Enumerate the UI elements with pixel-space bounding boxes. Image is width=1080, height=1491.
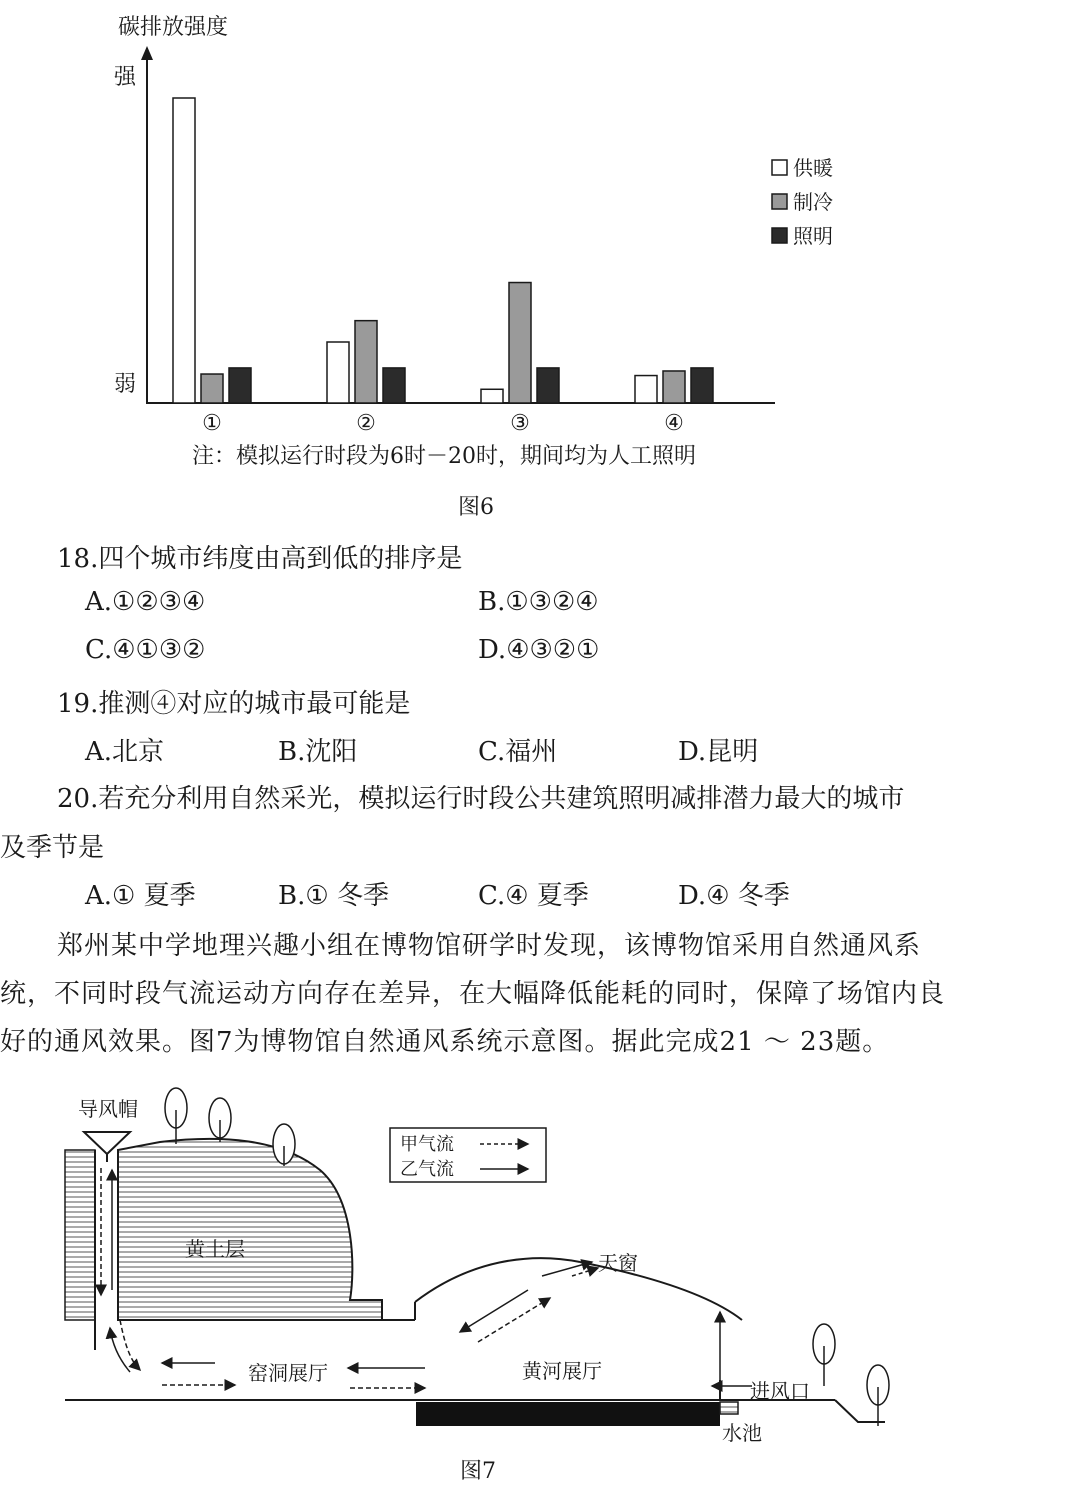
bar-heating-1 <box>173 98 195 403</box>
tree-icon <box>209 1098 231 1142</box>
question-19-number: 19. <box>57 689 99 719</box>
yellow-river-hall-label: 黄河展厅 <box>522 1359 602 1383</box>
x-tick-label: ① <box>202 411 222 436</box>
option-label: B. <box>278 737 306 767</box>
bar-cooling-3 <box>509 283 531 403</box>
question-19-option-c <box>478 731 557 768</box>
bar-cooling-1 <box>201 374 223 403</box>
air-inlet-label: 进风口 <box>750 1379 810 1403</box>
flow-b-skylight <box>542 1262 592 1276</box>
option-text: ④③②① <box>506 635 600 665</box>
question-19-text: 推测④对应的城市最可能是 <box>98 689 411 719</box>
option-text: 昆明 <box>706 737 759 767</box>
option-text: 沈阳 <box>305 737 358 767</box>
chart-note: 注：模拟运行时段为6时－20时，期间均为人工照明 <box>192 444 696 469</box>
option-label: C. <box>85 635 113 665</box>
question-20-text-line1: 若充分利用自然采光，模拟运行时段公共建筑照明减排潜力最大的城市 <box>98 784 905 814</box>
option-text: ④ 夏季 <box>505 881 589 911</box>
skylight-label: 天窗 <box>598 1251 638 1275</box>
question-20-number: 20. <box>57 784 99 814</box>
tree-icon <box>867 1365 889 1426</box>
question-18-option-a <box>85 587 205 617</box>
question-18-stem <box>57 538 462 575</box>
legend-flow-b-label: 乙气流 <box>400 1159 454 1180</box>
x-tick-label: ② <box>356 411 376 436</box>
option-text: ① 夏季 <box>112 881 196 911</box>
option-text: ① 冬季 <box>305 881 389 911</box>
flow-b-roof <box>460 1290 528 1332</box>
flow-a-roof <box>478 1298 550 1342</box>
question-20-option-a <box>85 875 196 912</box>
question-20-stem-line1 <box>57 778 904 815</box>
legend-label-heating: 供暖 <box>793 156 833 180</box>
x-tick-label: ④ <box>664 411 684 436</box>
airflow-legend <box>390 1128 546 1182</box>
flow-a-skylight <box>572 1268 598 1276</box>
bar-heating-2 <box>327 342 349 403</box>
option-label: D. <box>478 635 507 665</box>
option-label: A. <box>85 587 113 617</box>
y-axis-title: 碳排放强度 <box>118 15 229 40</box>
option-label: D. <box>678 881 707 911</box>
carbon-emission-bar-chart <box>0 0 1080 530</box>
passage-line-1: 郑州某中学地理兴趣小组在博物馆研学时发现，该博物馆采用自然通风系 <box>57 931 922 961</box>
option-label: D. <box>678 737 707 767</box>
option-text: ①③②④ <box>505 587 599 617</box>
y-axis-arrow <box>141 46 153 60</box>
bar-lighting-1 <box>229 368 251 403</box>
bar-cooling-2 <box>355 321 377 403</box>
question-19-option-b <box>278 731 357 768</box>
passage-line-2: 统，不同时段气流运动方向存在差异，在大幅降低能耗的同时，保障了场馆内良 <box>0 979 946 1009</box>
legend-swatch-heating <box>772 160 787 175</box>
question-18-option-d <box>478 635 599 665</box>
tree-icon <box>273 1124 295 1166</box>
bar-lighting-4 <box>691 368 713 403</box>
question-18-option-b <box>478 587 599 617</box>
foundation-block <box>416 1402 720 1426</box>
question-18-text: 四个城市纬度由高到低的排序是 <box>98 544 463 574</box>
flow-b-curve <box>110 1328 130 1372</box>
legend-label-lighting: 照明 <box>793 224 833 248</box>
tree-icon <box>165 1088 187 1144</box>
option-text: 福州 <box>505 737 558 767</box>
bar-lighting-2 <box>383 368 405 403</box>
question-20-option-c <box>478 875 589 912</box>
option-text: ④①③② <box>112 635 206 665</box>
legend-label-cooling: 制冷 <box>793 190 833 214</box>
bar-heating-4 <box>635 376 657 403</box>
wind-cap-label: 导风帽 <box>78 1097 138 1121</box>
question-20-text-line2: 及季节是 <box>0 833 105 863</box>
bar-lighting-3 <box>537 368 559 403</box>
question-19-option-d <box>678 731 758 768</box>
tree-icon <box>813 1324 835 1386</box>
loess-layer-main <box>118 1139 382 1320</box>
option-label: C. <box>478 881 506 911</box>
option-text: 北京 <box>112 737 165 767</box>
bar-heating-3 <box>481 389 503 403</box>
legend-flow-a-label: 甲气流 <box>400 1134 454 1155</box>
option-label: C. <box>478 737 506 767</box>
option-text: ①②③④ <box>112 587 206 617</box>
figure-7-caption: 图7 <box>460 1459 496 1484</box>
x-tick-label: ③ <box>510 411 530 436</box>
x-tick-labels <box>202 411 684 436</box>
pool-label: 水池 <box>722 1421 762 1445</box>
loess-layer <box>65 1150 95 1320</box>
chart-legend <box>772 156 833 248</box>
question-18-option-c <box>85 635 205 665</box>
cave-hall-label: 窑洞展厅 <box>248 1361 328 1385</box>
question-19-stem <box>57 683 410 720</box>
y-axis-label-low: 弱 <box>114 372 137 397</box>
bar-cooling-4 <box>663 371 685 403</box>
y-axis-label-high: 强 <box>114 65 137 90</box>
question-20-option-b <box>278 875 389 912</box>
figure-6-caption: 图6 <box>458 495 494 520</box>
question-20-option-d <box>678 875 790 912</box>
legend-swatch-lighting <box>772 228 787 243</box>
yellow-river-hall-roof <box>415 1258 580 1302</box>
option-label: A. <box>85 737 113 767</box>
legend-swatch-cooling <box>772 194 787 209</box>
option-label: B. <box>278 881 306 911</box>
passage-line-3: 好的通风效果。图7为博物馆自然通风系统示意图。据此完成21 ～ 23题。 <box>0 1027 890 1057</box>
pool-icon <box>720 1402 738 1414</box>
option-text: ④ 冬季 <box>706 881 790 911</box>
question-19-option-a <box>85 731 164 768</box>
bars-group <box>173 98 713 403</box>
option-label: B. <box>478 587 506 617</box>
ventilation-system-diagram <box>0 1080 1080 1491</box>
option-label: A. <box>85 881 113 911</box>
question-18-number: 18. <box>57 544 99 574</box>
loess-layer-label: 黄土层 <box>185 1237 245 1261</box>
